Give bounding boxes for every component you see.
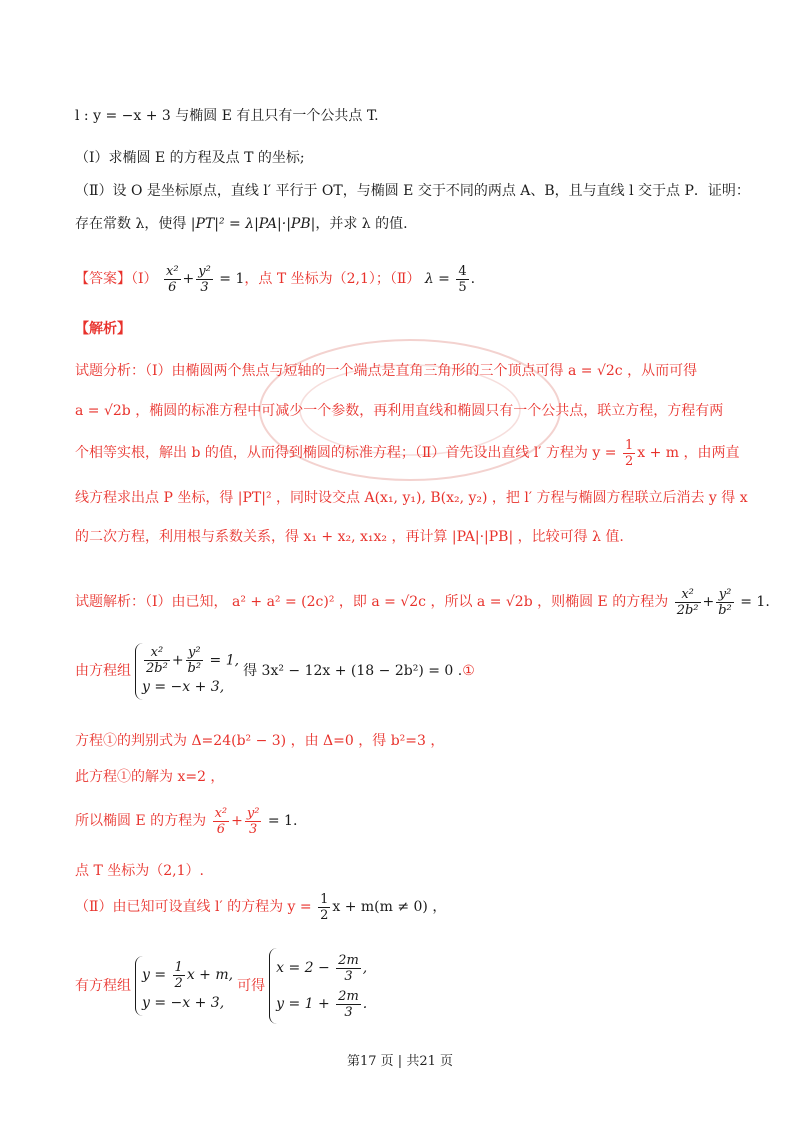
answer-frac-x-num: x² [165,263,179,279]
solution-7-den: 2 [320,907,329,923]
solution-line-5a: 所以椭圆 E 的方程为 [75,813,211,829]
solution-5-frac-y [245,806,262,837]
solution-line-4: 此方程①的解为 x=2 ， [75,769,225,785]
system-2-num: 1 [174,959,183,975]
analysis-line-3b: x + m ，由两直 [637,445,740,461]
system-3-row-2b: . [362,996,368,1012]
system-1-frac-y [186,645,204,676]
solution-7-num: 1 [320,891,329,907]
solution-7-frac [318,892,330,923]
system-3-num-2: 2m [338,988,359,1004]
analysis-line-3-frac [623,438,635,469]
solution-5-frac-y-den: 3 [249,821,258,837]
system-2-row-2: y = −x + 3, [142,995,225,1011]
solution-frac-y-den: b² [718,602,732,618]
system-2-row-1 [142,958,233,992]
analysis-line-5: 的二次方程，利用根与系数关系，得 x₁ + x₂, x₁x₂ ，再计算 |PA|·|PB| ，比较可得 λ 值. [75,529,624,545]
solution-system-1 [75,642,740,700]
solution-line-1-rhs: = 1. [735,594,770,610]
system-1-row-2: y = −x + 3, [142,678,225,695]
answer-lambda: λ = [424,271,455,287]
solution-line-3: 方程①的判别式为 Δ=24(b² − 3) ，由 Δ=0 ，得 b²=3 ， [75,733,445,749]
system-1-row-1: $\frac{\text{x²}}{\text{2b²}}$ + $\frac{\text{y²}}{\text{b²}}$ = 1, [146,644,240,676]
system-3-row-1 [276,950,367,986]
system-1-row-1-rhs: = 1, [205,652,240,668]
system-1-frac-x-num: x² [144,645,170,661]
solution-line-7a: （Ⅱ）由已知可设直线 l′ 的方程为 y = [75,899,317,915]
problem-part-2b [75,213,740,235]
answer-label: 【答案】 [75,271,131,287]
page-footer: 第17 页 | 共21 页 [347,1054,453,1069]
answer-part1-tag: （Ⅰ） [131,271,158,287]
solution-frac-x [675,587,701,618]
analysis-line-2: a = √2b ，椭圆的标准方程中可减少一个参数，再利用直线和椭圆只有一个公共点，联立方程，方程有两 [75,403,724,419]
system-2-brace [135,956,233,1016]
system-1-frac-x-den: 2b² [146,660,168,676]
analysis-label: 【解析】 [75,321,131,337]
system-3-den-1: 3 [344,968,353,984]
problem-part-2b-expr: |PT|² = λ|PA|·|PB| [190,216,316,232]
system-1-brace [135,643,239,700]
solution-5-frac-x-num: x² [214,805,228,821]
circle-marker-1: ① [462,663,475,679]
system-3-frac-2 [336,989,361,1020]
solution-frac-y [716,587,734,618]
answer-lambda-num: 4 [458,263,467,279]
solution-5-frac-x-den: 6 [216,821,225,837]
solution-line-1a: 试题解析：（Ⅰ）由已知， a² + a² = (2c)² ，即 a = √2c ，所以 a = √2b ，则椭圆 E 的方程为 [75,594,673,610]
analysis-line-1: 试题分析：（Ⅰ）由椭圆两个焦点与短轴的一个端点是直角三角形的三个顶点可得 a = √2c ，从而可得 [75,363,698,379]
solution-frac-x-num: x² [675,587,701,603]
solution-frac-y-num: y² [716,587,734,603]
system-2-row-1a: y = [142,967,171,983]
answer-point-text: ，点 T 坐标为（2,1）；（Ⅱ） [244,271,421,287]
answer-frac-x [164,264,181,295]
system-3-row-1b: , [362,960,368,976]
system-3-row-2 [276,986,367,1022]
answer-line: 【答案】（Ⅰ） $\frac{\text{x²}}{6}$ + $\frac{\text{y²}}{3}$ = 1，点 T 坐标为（2,1）；（Ⅱ） λ = $\frac{4}{5}$ . [75,263,476,295]
system-3-den-2: 3 [344,1004,353,1020]
analysis-line-3a: 个相等实根，解出 b 的值，从而得到椭圆的标准方程；（Ⅱ）首先设出直线 l′ 方程为 y = [75,445,621,461]
system-1-frac-y-num: y² [186,645,204,661]
solution-line-7b: x + m(m ≠ 0) ， [332,899,447,915]
system-3-frac-1 [336,953,361,984]
system-2-den: 2 [174,975,183,991]
solution-line-5: 所以椭圆 E 的方程为 $\frac{\text{x²}}{6}$ + $\frac{\text{y²}}{3}$ = 1. [75,805,298,837]
answer-lambda-den: 5 [458,279,467,295]
system-3-brace [269,948,367,1024]
answer-frac-y-den: 3 [200,279,209,295]
answer-lambda-frac [456,264,468,295]
answer-frac-y [196,264,213,295]
solution-line-6: 点 T 坐标为（2,1）. [75,863,204,879]
answer-frac-x-den: 6 [168,279,177,295]
solution-5-frac-x [213,806,230,837]
system-2-row-1b: x + m, [186,967,234,983]
system-3-row-1a: x = 2 − [276,960,335,976]
answer-frac-y-num: y² [198,263,211,279]
analysis-line-3 [75,436,740,470]
solution-system-2-mid: 可得 [237,978,266,994]
analysis-line-4: 线方程求出点 P 坐标，得 |PT|² ，同时设交点 A(x₁, y₁), B(x₂, y₂) ，把 l′ 方程与椭圆方程联立后消去 y 得 x [75,490,748,506]
solution-frac-x-den: 2b² [676,602,699,618]
solution-system-2 [75,948,740,1024]
solution-line-5-rhs: = 1. [263,813,298,829]
analysis-line-3-den: 2 [624,453,634,469]
analysis-line-3-num: 1 [624,437,634,453]
problem-part-2: （Ⅱ）设 O 是坐标原点，直线 l′ 平行于 OT，与椭圆 E 交于不同的两点 A、B，且与直线 l 交于点 P．证明： [75,183,750,199]
system-3-num-1: 2m [338,952,359,968]
system-1-frac-x [144,645,170,676]
solution-system-1-result: 得 3x² − 12x + (18 − 2b²) = 0 . [243,663,463,679]
system-2-frac [173,960,185,991]
solution-system-2-label: 有方程组 [75,978,131,994]
solution-5-frac-y-num: y² [246,805,260,821]
problem-part-2b-pre: 存在常数 λ，使得 [75,216,191,232]
system-1-frac-y-den: b² [187,660,202,676]
solution-line-1: 试题解析：（Ⅰ）由已知， a² + a² = (2c)² ，即 a = √2c ，所以 a = √2b ，则椭圆 E 的方程为 $\frac{\text{x²}}{\text{2b²}}$ + $\frac{\text{y²}}{\text{b²}}$ = 1. [75,586,770,618]
problem-part-2b-post: ，并求 λ 的值. [315,216,408,232]
system-3-row-2a: y = 1 + [276,996,335,1012]
problem-line-1: l : y = −x + 3 与椭圆 E 有且只有一个公共点 T. [75,108,379,124]
problem-part-1: （Ⅰ）求椭圆 E 的方程及点 T 的坐标; [75,150,305,166]
solution-system-1-label: 由方程组 [75,663,131,679]
answer-eq-rhs: = 1 [214,271,245,287]
solution-line-7 [75,890,740,924]
